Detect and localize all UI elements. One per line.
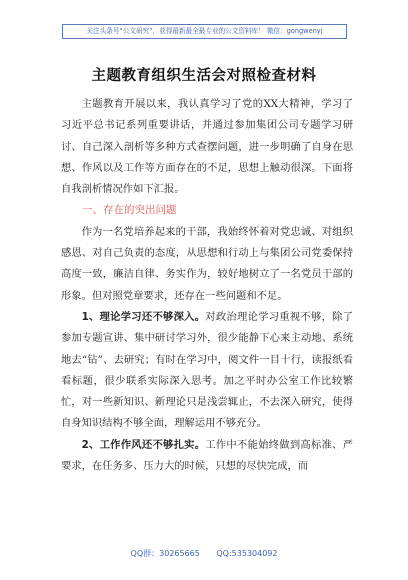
- list-item: [61, 435, 353, 478]
- paragraph: 作为一名党培养起来的干部，我始终怀着对党忠诚、对组织感恩、对自己负责的态度，从思想和行动上与集团公司党委保持高度一致，廉洁自律、务实作为，较好地树立了一名党员干部的形象。但对照党章要求，还存在一些问题和不足。: [61, 225, 353, 302]
- list-item: [61, 307, 353, 435]
- footer: [0, 548, 408, 559]
- intro-paragraph: 主题教育开展以来，我认真学习了党的XX大精神，学习了习近平总书记系列重要讲话，并通过参加集团公司专题学习研讨、自己深入剖析等多种方式查摆问题，进一步明确了自身在思想、作风以及工作等方面存在的不足，思想上触动很深。下面将自我剖析情况作如下汇报。: [61, 98, 353, 196]
- item-text: 对政治理论学习重视不够，除了参加专题宣讲、集中研讨学习外，很少能静下心来主动地、系统地去“钻”、去研究；有时在学习中，阅文件一目十行，读报纸看看标题，很少联系实际深入思考。加之平时办公室工作比较繁忙，对一些新知识、新理论只是浅尝辄止，不去深入研究，使得自身知识结构不够全面，理解运用不够充分。: [61, 310, 353, 430]
- qq-group-text: QQ群：30265665: [130, 549, 200, 558]
- item-text: 工作中不能始终做到高标准、严要求，在任务多、压力大的时候，只想的尽快完成，而: [61, 438, 353, 473]
- item-lead: 1、理论学习还不够深入。: [81, 310, 206, 323]
- qq-text: QQ:535304092: [216, 549, 278, 558]
- promo-banner: 关注头条号“公文研究”，获得最新最全最专业的公文资料库！ 微信：gongwenyj: [62, 24, 347, 39]
- section-heading: 一、存在的突出问题: [82, 204, 177, 217]
- document-body: [61, 94, 353, 477]
- item-lead: 2、工作作风还不够扎实。: [81, 438, 206, 451]
- document-title: 主题教育组织生活会对照检查材料: [91, 68, 317, 84]
